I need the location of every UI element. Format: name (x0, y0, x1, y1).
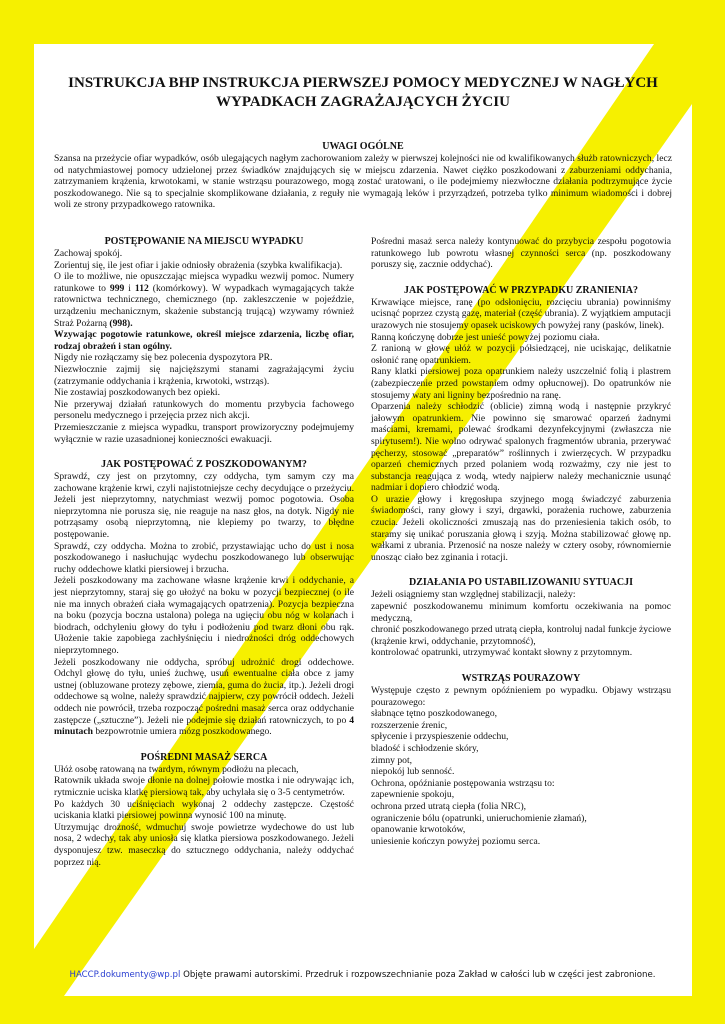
paragraph: Ułóż osobę ratowaną na twardym, równym podłożu na plecach, (54, 763, 299, 775)
paragraph: zapewnić poszkodowanemu minimum komfortu oczekiwania na pomoc medyczną, (371, 601, 671, 624)
paragraph: Utrzymując drożność, wdmuchuj swoje powietrze wydechowe do ust lub nosa, 2 wdechy, tak aby uniosła się klatka piersiowa poszkodowanego. Jeżeli dysponujesz tzw. maseczką do sztucznego oddychania, należy oddychać poprzez nią. (54, 821, 354, 868)
paragraph: Nie zostawiaj poszkodowanych bez opieki. (54, 387, 220, 399)
paragraph: Niezwłocznie zajmij się najcięższymi stanami zagrażającymi życiu (zatrzymanie oddychania i krążenia, krwotoki, wstrząs). (54, 363, 354, 387)
paragraph: Szansa na przeżycie ofiar wypadków, osób ulegających nagłym zachorowaniom zależy w pierwszej kolejności nie od kwalifikowanych służb ratowniczych, lecz od natychmiastowej pomocy udzielonej przez świadków znajdujących się w miejscu zdarzenia. Nawet ciężko poszkodowani z zaburzeniami oddychania, zatrzymaniem krążenia, krwotokami, w stanie wstrząsu pourazowego, mogą zostać uratowani, o ile podejmiemy niezwłoczne działania podtrzymujące życie poszkodowanego. Nie są to specjalnie skomplikowane działania, z reguły nie wymagają leków i przyrządzeń, potrzeba tylko minimum wiadomości i dobrej woli ze strony przypadkowego ratownika. (54, 153, 672, 211)
emergency-number-112: 112 (134, 282, 149, 294)
paragraph: Rany klatki piersiowej poza opatrunkiem należy uszczelnić folią i plastrem (zabezpieczenie przed powstaniem odmy opłucnowej). Do opatrunków nie stosujemy waty ani ligniny bezpośrednio na ranę. (371, 366, 671, 401)
section-heading: POŚREDNI MASAŻ SERCA (140, 751, 268, 763)
paragraph: Zorientuj się, ile jest ofiar i jakie odniosły obrażenia (szybka kwalifikacja). (54, 259, 343, 271)
text-span-bold: 4 minutach (54, 714, 354, 738)
emergency-number-999: 999 (109, 282, 125, 294)
list-item: Ochrona, opóźnianie postępowania wstrząsu to: (371, 777, 555, 789)
list-item: ograniczenie bólu (opatrunki, unieruchomienie złamań), (371, 812, 587, 824)
list-item: zimny pot, (371, 754, 413, 766)
paragraph: Sprawdź, czy oddycha. Można to zrobić, przystawiając ucho do ust i nosa poszkodowanego i nasłuchując wydechu poszkodowanego lub obserwując ruchy oddechowe klatki piersiowej i brzucha. (54, 540, 354, 575)
paragraph: Krwawiące miejsce, ranę (po odsłonięciu, rozcięciu ubrania) powinniśmy ucisnąć poprzez czystą gazę, materiał (część ubrania). Z wyjątkiem amputacji urazowych nie stosujemy opasek uciskowych powyżej rany (pasków, linek). (371, 296, 671, 331)
document-title: INSTRUKCJA BHP INSTRUKCJA PIERWSZEJ POMOCY MEDYCZNEJ W NAGŁYCH WYPADKACH ZAGRAŻAJĄCYCH ŻYCIU (68, 75, 658, 110)
contact-email-link[interactable]: HACCP.dokumenty@wp.pl (69, 970, 181, 980)
section-heading: WSTRZĄS POURAZOWY (461, 673, 581, 684)
paragraph: Przemieszczanie z miejsca wypadku, transport prowizoryczny podejmujemy wyłącznie w razie uzasadnionej konieczności ewakuacji. (54, 421, 354, 445)
paragraph: Nigdy nie rozłączamy się bez polecenia dyspozytora PR. (54, 352, 273, 364)
section-general-remarks (54, 141, 672, 211)
section-heading: UWAGI OGÓLNE (322, 141, 404, 152)
list-item: niepokój lub senność. (371, 766, 455, 778)
text-span: O ile to możliwe, nie opuszczając miejsca wypadku wezwij pomoc. Numery ratunkowe to (54, 271, 354, 294)
section-heading: POSTĘPOWANIE NA MIEJSCU WYPADKU (104, 236, 304, 247)
left-column (54, 236, 354, 868)
section-heading: JAK POSTĘPOWAĆ W PRZYPADKU ZRANIENIA? (404, 284, 638, 296)
paragraph: Pośredni masaż serca należy kontynuować do przybycia zespołu pogotowia ratunkowego lub powrotu własnej czynności serca (np. poszkodowany poruszy się, zacznie oddychać). (371, 236, 671, 271)
text-span: bezpowrotnie umiera mózg poszkodowanego. (92, 726, 272, 738)
paragraph: O urazie głowy i kręgosłupa szyjnego mogą świadczyć zaburzenia świadomości, rany głowy i szyi, drgawki, porażenia ruchowe, zaburzenia czucia. Jeżeli okoliczności zmuszają nas do przeniesienia takich osób, to staramy się unikać poruszania głową i szyją. Można stabilizować głowę np. wałkami z ubrania. Przenosić na nosze należy w cztery osoby, równomiernie unosząc ciało bez zginania i rotacji. (371, 493, 671, 563)
list-item: uniesienie kończyn powyżej poziomu serca. (371, 835, 541, 847)
copyright-text: Objęte prawami autorskimi. Przedruk i rozpowszechnianie poza Zakład w całości lub w części jest zabronione. (180, 970, 656, 980)
paragraph: Ranną kończynę dobrze jest unieść powyżej poziomu ciała. (371, 331, 600, 343)
list-item: zapewnienie spokoju, (371, 789, 455, 801)
paragraph (54, 657, 354, 738)
paragraph: kontrolować opatrunki, utrzymywać kontakt słowny z przytomnym. (371, 647, 633, 659)
list-item: rozszerzenie źrenic, (371, 719, 448, 731)
list-item: opanowanie krwotoków, (371, 824, 466, 836)
paragraph: Po każdych 30 uciśnięciach wykonaj 2 oddechy zastępcze. Częstość uciskania klatki piersiowej powinna wynosić 100 na minutę. (54, 798, 354, 822)
paragraph: Z ranioną w głowę ułóż w pozycji półsiedzącej, nie uciskając, delikatnie osłonić ranę opatrunkiem. (371, 343, 671, 366)
paragraph-bold: Wzywając pogotowie ratunkowe, określ miejsce zdarzenia, liczbę ofiar, rodzaj obrażeń i stan ogólny. (54, 329, 354, 352)
paragraph: Jeżeli poszkodowany ma zachowane własne krążenie krwi i oddychanie, a jest nieprzytomny, staraj się go ułożyć na boku w pozycji bezpiecznej (o ile nie ma innych obrażeń ciała wymagających opatrzenia). Pozycja bezpieczna na boku (pozycja boczna ustalona) polega na ugięciu obu nóg w kolanach i biodrach, odchyleniu głowy do tyłu i podłożeniu pod twarz dłoni obu rąk. Ułożenie takie zapobiega zachłyśnięciu i niedrożności dróg oddechowych nieprzytomnego. (54, 575, 354, 656)
list-item: słabnące tętno poszkodowanego, (371, 708, 498, 720)
list-item: spłycenie i przyspieszenie oddechu, (371, 731, 509, 743)
text-span: i (124, 282, 135, 294)
text-span: (komórkowy). W wypadkach wymagających także ratownictwa technicznego, chemicznego (np. zakleszczenie w pojeździe, urządzeniu mechanicznym, skażenie substancją trującą) wzywamy również Straż Pożarną (54, 282, 354, 329)
section-heading: JAK POSTĘPOWAĆ Z POSZKODOWANYM? (101, 459, 307, 471)
paragraph: Ratownik układa swoje dłonie na dolnej połowie mostka i nie odrywając ich, rytmicznie uciska klatkę piersiową tak, aby uchylała się o 3-5 centymetrów. (54, 775, 354, 798)
text-span: Jeżeli poszkodowany nie oddycha, spróbuj udrożnić drogi oddechowe. Odchyl głowę do tyłu, unieś żuchwę, usuń ewentualne ciała obce z jamy ustnej (obluzowane protezy zębowe, ziemia, guma do żucia, itp.). Jeżeli drogi oddechowe są wolne, należy sprawdzić najpierw, czy powrócił oddech. Jeżeli oddech nie powrócił, trzeba rozpocząć pośredni masaż serca oraz oddychanie zastępcze („sztuczne”). Jeżeli nie podejmie się działań ratowniczych, to po (54, 656, 354, 726)
section-heading: DZIAŁANIA PO USTABILIZOWANIU SYTUACJI (408, 577, 634, 589)
document-page (34, 44, 692, 996)
list-item: Występuje często z pewnym opóźnieniem po wypadku. Objawy wstrząsu pourazowego: (371, 685, 671, 708)
paragraph: Sprawdź, czy jest on przytomny, czy oddycha, tym samym czy ma zachowane krążenie krwi, czyli najistotniejsze cechy decydujące o przeżyciu. Jeżeli jest nieprzytomny, natychmiast wezwij pomoc pogotowia. Osoba nieprzytomna nie porusza się, nie reaguje na nasz głos, na dotyk. Nigdy nie potrząsamy osobą nieprzytomną, nie klepiemy po twarzy, to błędne postępowanie. (54, 471, 354, 541)
right-column (371, 236, 671, 847)
list-item: bladość i schłodzenie skóry, (371, 742, 479, 754)
paragraph: Oparzenia należy schłodzić (oblicie) zimną wodą i następnie przykryć jałowym opatrunkiem. Nie powinno się smarować oparzeń żadnymi maściami, kremami, polewać środkami dezynfekcyjnymi (zwłaszcza nie spirytusem!). Nie wolno odrywać spalonych fragmentów ubrania, przerywać pęcherzy, stosować „preparatów” roślinnych i zwierzęcych. W przypadku oparzeń chemicznych przed polaniem wodą rozważmy, czy nie jest to substancja reagująca z wodą, wtedy najpierw należy mechanicznie usunąć nadmiar i dopiero chłodzić wodą. (371, 401, 671, 494)
paragraph: Zachowaj spokój. (54, 248, 123, 259)
paragraph: Nie przerywaj działań ratunkowych do momentu przybycia fachowego personelu medycznego i przejęcia przez nich akcji. (54, 398, 354, 422)
paragraph (54, 271, 354, 329)
paragraph: Jeżeli osiągniemy stan względnej stabilizacji, należy: (371, 589, 576, 601)
list-item: ochrona przed utratą ciepła (folia NRC), (371, 800, 527, 812)
emergency-number-998: (998). (109, 317, 133, 329)
paragraph: chronić poszkodowanego przed utratą ciepła, kontroluj nadal funkcje życiowe (krążenie krwi, oddychanie, przytomność), (371, 624, 671, 647)
copyright-footer (0, 970, 725, 980)
